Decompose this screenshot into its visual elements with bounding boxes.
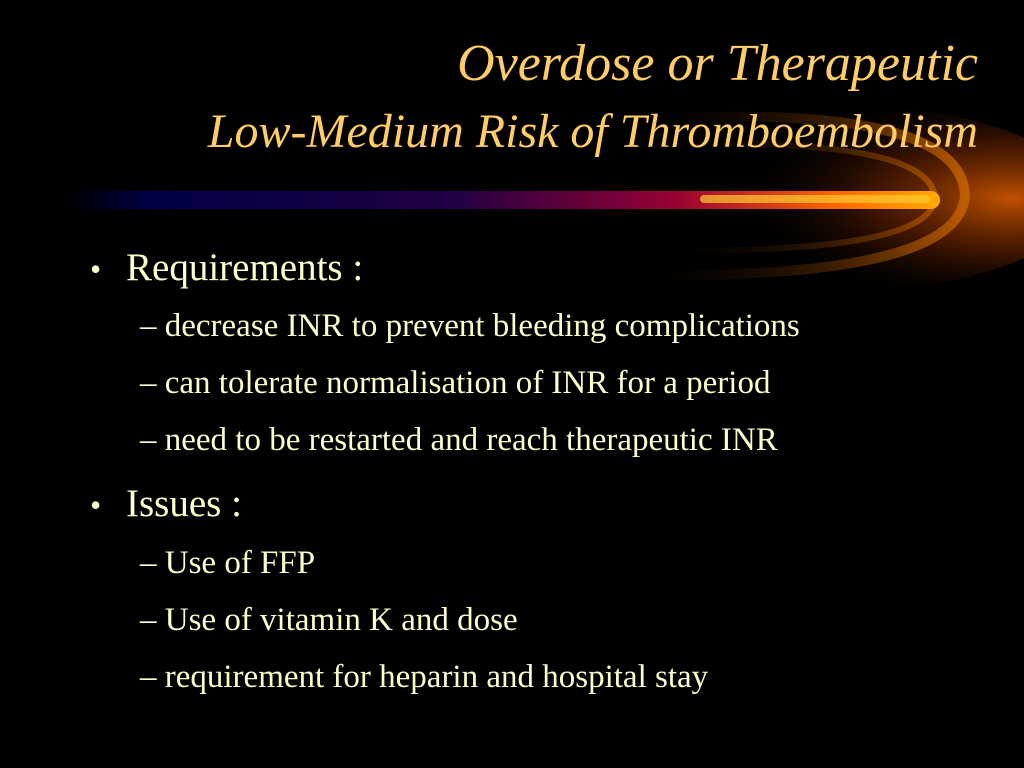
sub-bullet — [140, 547, 315, 580]
sub-bullet — [140, 661, 708, 694]
sub-bullet-text: Use of vitamin K and dose — [164, 602, 518, 638]
dash-marker: – — [140, 308, 157, 344]
sub-bullet-text: requirement for heparin and hospital stay — [164, 659, 709, 695]
bullet-heading: Issues : — [126, 482, 242, 525]
bullet-issues — [90, 484, 242, 523]
sub-bullet-text: decrease INR to prevent bleeding complications — [164, 308, 800, 344]
sub-bullet — [140, 604, 518, 637]
sub-bullet-text: need to be restarted and reach therapeutic INR — [164, 422, 778, 458]
sub-bullet — [140, 310, 800, 343]
bullet-marker: • — [90, 251, 102, 287]
dash-marker: – — [140, 365, 157, 401]
slide-title: Overdose or Therapeutic — [457, 35, 978, 92]
bullet-requirements — [90, 248, 363, 287]
bullet-heading: Requirements : — [126, 246, 364, 289]
bullet-marker: • — [90, 487, 102, 523]
sub-bullet — [140, 424, 778, 457]
dash-marker: – — [140, 422, 157, 458]
dash-marker: – — [140, 602, 157, 638]
slide-subtitle: Low-Medium Risk of Thromboembolism — [207, 105, 978, 158]
dash-marker: – — [140, 659, 157, 695]
sub-bullet-text: can tolerate normalisation of INR for a period — [164, 365, 771, 401]
sub-bullet-text: Use of FFP — [164, 545, 316, 581]
dash-marker: – — [140, 545, 157, 581]
sub-bullet — [140, 367, 770, 400]
